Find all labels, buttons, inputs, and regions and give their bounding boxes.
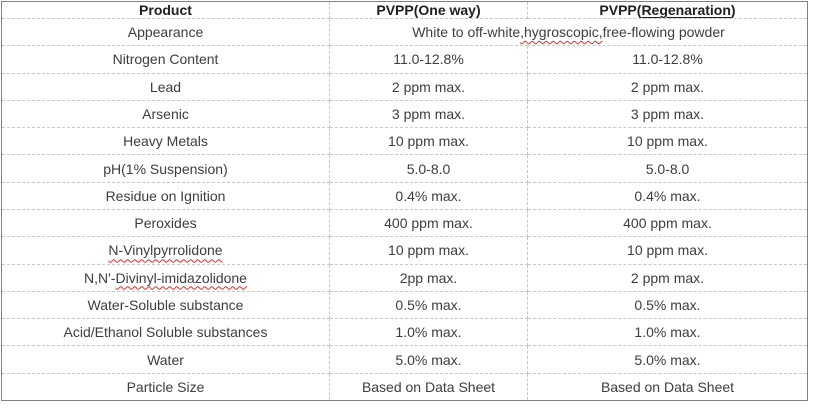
cell-product xyxy=(2,128,330,155)
table-body xyxy=(2,19,808,401)
misspelled-text: ,hygroscopic, xyxy=(520,24,603,41)
cell-pvpp-regeneration xyxy=(528,46,808,73)
table-row xyxy=(2,373,808,400)
cell-pvpp-one-way xyxy=(330,373,528,400)
table-row xyxy=(2,46,808,73)
cell-pvpp-one-way xyxy=(330,128,528,155)
text-segment: 2pp max. xyxy=(399,269,458,286)
table-row xyxy=(2,19,808,46)
cell-pvpp-regeneration xyxy=(528,182,808,209)
text-segment: 11.0-12.8% xyxy=(632,51,703,68)
cell-pvpp-regeneration xyxy=(528,209,808,236)
table-header-row xyxy=(2,2,808,19)
cell-product xyxy=(2,346,330,373)
cell-pvpp-one-way xyxy=(330,209,528,236)
text-segment: PVPP(One way) xyxy=(376,2,481,18)
text-segment: Peroxides xyxy=(134,215,197,232)
text-segment: pH(1% Suspension) xyxy=(103,160,228,177)
cell-product xyxy=(2,46,330,73)
table-row xyxy=(2,182,808,209)
text-segment: N,N'- xyxy=(84,269,116,286)
cell-pvpp-regeneration xyxy=(528,100,808,127)
text-segment: Lead xyxy=(149,78,182,95)
cell-product xyxy=(2,73,330,100)
text-segment: Water xyxy=(147,351,184,368)
text-segment: 0.5% max. xyxy=(395,296,462,313)
cell-product xyxy=(2,237,330,264)
underlined-text: Regenaration xyxy=(641,2,731,18)
cell-product xyxy=(2,264,330,291)
cell-pvpp-one-way xyxy=(330,237,528,264)
cell-pvpp-one-way xyxy=(330,346,528,373)
column-header xyxy=(528,2,808,19)
cell-product xyxy=(2,155,330,182)
cell-pvpp-one-way xyxy=(330,19,808,46)
text-segment: Residue on Ignition xyxy=(105,187,226,204)
text-segment: 0.5% max. xyxy=(634,296,701,313)
cell-pvpp-one-way xyxy=(330,46,528,73)
text-segment: free-flowing powder xyxy=(602,24,725,41)
misspelled-text: N-Vinylpyrrolidone xyxy=(108,242,223,259)
cell-pvpp-one-way xyxy=(330,319,528,346)
text-segment: Arsenic xyxy=(142,105,189,122)
table-row xyxy=(2,237,808,264)
text-segment: Product xyxy=(139,2,192,18)
text-segment: 10 ppm max. xyxy=(627,242,708,259)
table-row xyxy=(2,209,808,236)
table-row xyxy=(2,128,808,155)
text-segment: Acid/Ethanol Soluble substances xyxy=(63,324,268,341)
cell-pvpp-regeneration xyxy=(528,319,808,346)
text-segment: 11.0-12.8% xyxy=(393,51,464,68)
text-segment: Based on Data Sheet xyxy=(361,378,496,395)
table-row xyxy=(2,291,808,318)
text-segment: ) xyxy=(730,2,736,18)
cell-pvpp-regeneration xyxy=(528,373,808,400)
table-row xyxy=(2,100,808,127)
pvpp-spec-table xyxy=(1,1,808,401)
table-row xyxy=(2,346,808,373)
text-segment: Based on Data Sheet xyxy=(600,378,735,395)
cell-product xyxy=(2,19,330,46)
table-row xyxy=(2,155,808,182)
cell-pvpp-one-way xyxy=(330,155,528,182)
cell-pvpp-regeneration xyxy=(528,73,808,100)
text-segment: White to off-white xyxy=(412,24,521,41)
table-row xyxy=(2,319,808,346)
text-segment: Particle Size xyxy=(126,378,205,395)
text-segment: Appearance xyxy=(127,24,204,41)
text-segment: 3 ppm max. xyxy=(391,105,466,122)
text-segment: 5.0% max. xyxy=(395,351,462,368)
text-segment: PVPP( xyxy=(599,2,642,18)
cell-product xyxy=(2,100,330,127)
cell-pvpp-regeneration xyxy=(528,291,808,318)
cell-product xyxy=(2,373,330,400)
cell-pvpp-regeneration xyxy=(528,237,808,264)
cell-pvpp-regeneration xyxy=(528,128,808,155)
text-segment: 1.0% max. xyxy=(395,324,462,341)
text-segment: Heavy Metals xyxy=(123,133,208,150)
text-segment: 5.0-8.0 xyxy=(406,160,451,177)
cell-product xyxy=(2,209,330,236)
text-segment: Nitrogen Content xyxy=(112,51,219,68)
cell-pvpp-one-way xyxy=(330,264,528,291)
text-segment: 5.0-8.0 xyxy=(645,160,690,177)
text-segment: 2 ppm max. xyxy=(630,269,705,286)
text-segment: 0.4% max. xyxy=(634,187,701,204)
text-segment: Water-Soluble substance xyxy=(87,296,244,313)
text-segment: 5.0% max. xyxy=(634,351,701,368)
table-row xyxy=(2,264,808,291)
text-segment: 1.0% max. xyxy=(634,324,701,341)
cell-product xyxy=(2,319,330,346)
cell-pvpp-one-way xyxy=(330,100,528,127)
table-row xyxy=(2,73,808,100)
text-segment: 0.4% max. xyxy=(395,187,462,204)
text-segment: 10 ppm max. xyxy=(388,133,469,150)
table-head xyxy=(2,2,808,19)
text-segment: 400 ppm max. xyxy=(384,215,473,232)
misspelled-text xyxy=(641,2,730,18)
cell-product xyxy=(2,182,330,209)
cell-pvpp-one-way xyxy=(330,73,528,100)
text-segment: 3 ppm max. xyxy=(630,105,705,122)
cell-pvpp-regeneration xyxy=(528,346,808,373)
cell-pvpp-one-way xyxy=(330,182,528,209)
cell-pvpp-regeneration xyxy=(528,155,808,182)
column-header xyxy=(330,2,528,19)
text-segment: 2 ppm max. xyxy=(391,78,466,95)
text-segment: 400 ppm max. xyxy=(623,215,712,232)
text-segment: 10 ppm max. xyxy=(388,242,469,259)
column-header xyxy=(2,2,330,19)
text-segment: 10 ppm max. xyxy=(627,133,708,150)
cell-product xyxy=(2,291,330,318)
cell-pvpp-regeneration xyxy=(528,264,808,291)
misspelled-text: Divinyl-imidazolidone xyxy=(115,269,247,286)
cell-pvpp-one-way xyxy=(330,291,528,318)
text-segment: 2 ppm max. xyxy=(630,78,705,95)
